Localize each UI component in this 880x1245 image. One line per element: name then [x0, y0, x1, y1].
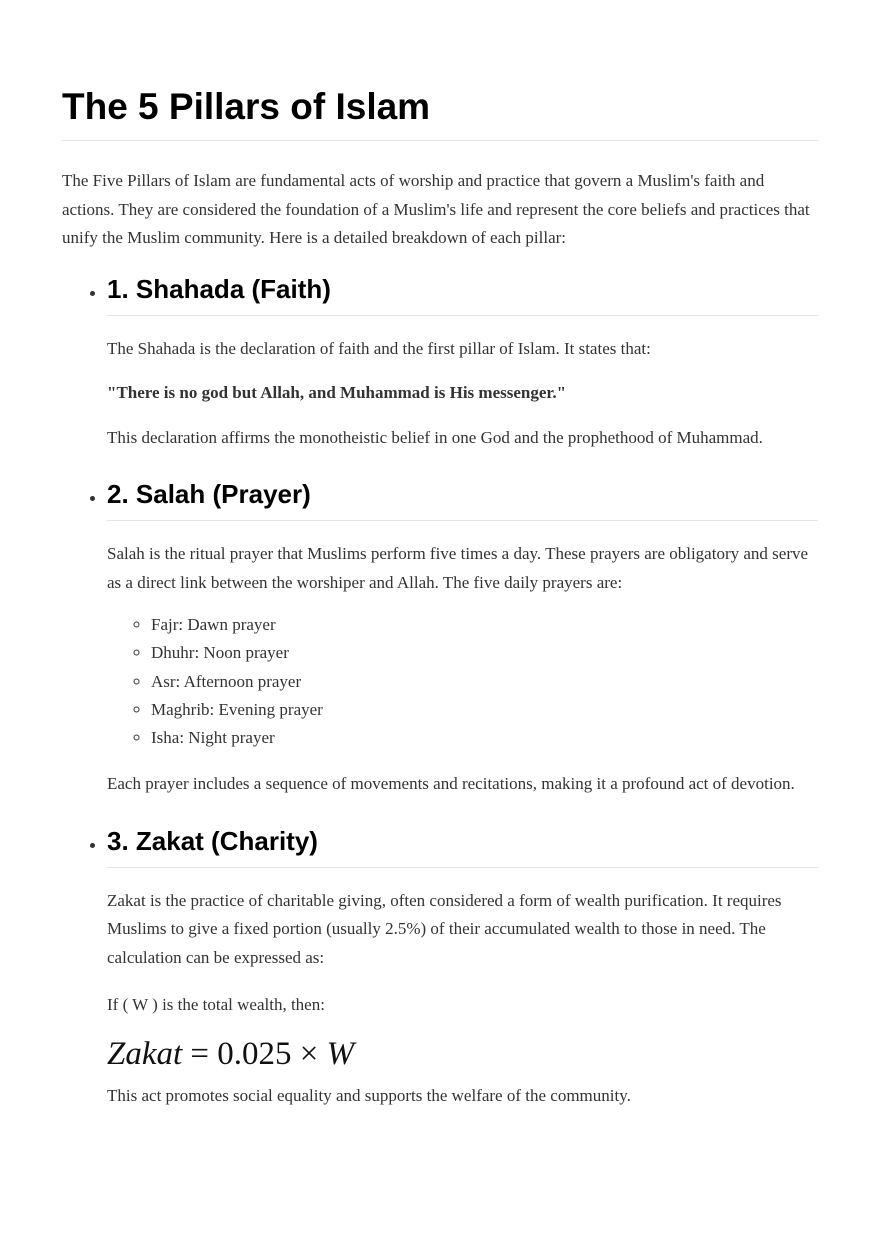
- paragraph: Each prayer includes a sequence of movements and recitations, making it a profound act of devotion.: [107, 774, 795, 794]
- pillar-zakat: [107, 825, 818, 1111]
- pillars-list: [62, 273, 818, 1111]
- list-item: ◦ Isha: Night prayer: [151, 724, 818, 752]
- formula-equals: =: [190, 1035, 210, 1072]
- paragraph: Zakat is the practice of charitable giving, often considered a form of wealth purification. It requires Muslims to give a fixed portion (usually 2.5%) of their accumulated wealth to those in need. The calculation can be expressed as:: [107, 890, 782, 967]
- list-item: ◦ Fajr: Dawn prayer: [151, 611, 818, 639]
- pillar-salah: [107, 478, 818, 799]
- formula-lhs: Zakat: [107, 1035, 183, 1072]
- pillar-shahada: [107, 273, 818, 453]
- formula-var: W: [326, 1035, 355, 1072]
- list-item: ◦ Maghrib: Evening prayer: [151, 696, 818, 724]
- page-title: The 5 Pillars of Islam: [62, 0, 818, 141]
- section-heading: • 1. Shahada (Faith): [107, 273, 818, 316]
- section-heading: • 2. Salah (Prayer): [107, 478, 818, 521]
- formula-times: ×: [299, 1035, 319, 1072]
- paragraph: This act promotes social equality and supports the welfare of the community.: [107, 1085, 631, 1105]
- shahada-quote: "There is no god but Allah, and Muhammad is His messenger.": [107, 383, 567, 402]
- section-heading: • 3. Zakat (Charity): [107, 825, 818, 868]
- list-item: ◦ Asr: Afternoon prayer: [151, 668, 818, 696]
- paragraph: This declaration affirms the monotheistic belief in one God and the prophethood of Muhammad.: [107, 427, 763, 447]
- list-item: ◦ Dhuhr: Noon prayer: [151, 639, 818, 667]
- intro-paragraph: The Five Pillars of Islam are fundamental acts of worship and practice that govern a Muslim's faith and actions. They are considered the foundation of a Muslim's life and represent the core beliefs and practices that unify the Muslim community. Here is a detailed breakdown of each pillar:: [62, 171, 810, 247]
- zakat-formula: [107, 1034, 818, 1074]
- formula-rate: 0.025: [217, 1035, 292, 1072]
- paragraph: Salah is the ritual prayer that Muslims perform five times a day. These prayers are obligatory and serve as a direct link between the worshiper and Allah. The five daily prayers are:: [107, 544, 809, 592]
- paragraph: The Shahada is the declaration of faith and the first pillar of Islam. It states that:: [107, 338, 651, 358]
- prayers-list: [107, 611, 818, 752]
- paragraph: If ( W ) is the total wealth, then:: [107, 995, 325, 1015]
